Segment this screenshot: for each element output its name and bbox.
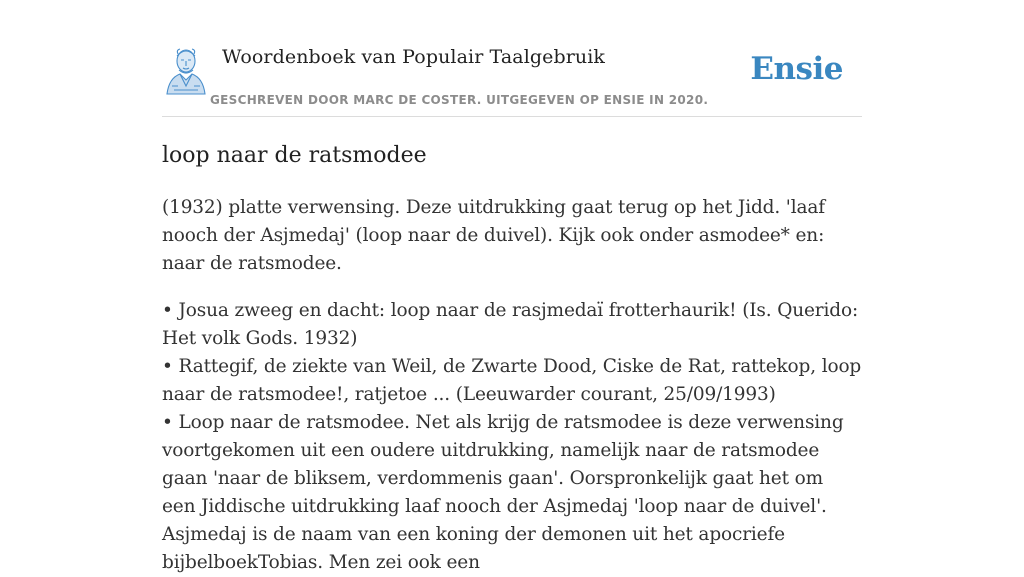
quote-item: • Loop naar de ratsmodee. Net als krijg de ratsmodee is deze verwensing voortgekomen uit een oudere uitdrukking, namelijk naar de ratsmodee gaan 'naar de bliksem, verdommenis gaan'. Oorspronkelijk gaat het om een Jiddische uitdrukking laaf nooch der Asjmedaj 'loop naar de duivel'. Asjmedaj is de naam van een koning der demonen uit het apocriefe bijbelboekTobias. Men zei ook een: [162, 412, 844, 573]
ensie-logo[interactable]: Ensie: [750, 51, 843, 87]
entry-definition: (1932) platte verwensing. Deze uitdrukking gaat terug op het Jidd. 'laaf nooch der Asjmedaj' (loop naar de duivel). Kijk ook onder asmodee* en: naar de ratsmodee.: [162, 197, 825, 274]
author-portrait-icon[interactable]: [164, 46, 208, 96]
quote-item: • Josua zweeg en dacht: loop naar de rasjmedaï frotterhaurik! (Is. Querido: Het volk Gods. 1932): [162, 300, 859, 349]
dictionary-header: [162, 40, 862, 117]
quote-item: • Rattegif, de ziekte van Weil, de Zwarte Dood, Ciske de Rat, rattekop, loop naar de ratsmodee!, ratjetoe ... (Leeuwarder courant, 25/09/1993): [162, 356, 862, 405]
content-container: [162, 40, 862, 577]
entry-title: loop naar de ratsmodee: [162, 143, 427, 168]
entry-quotes: [162, 278, 862, 577]
book-author-info: GESCHREVEN DOOR MARC DE COSTER. UITGEGEVEN OP ENSIE IN 2020.: [210, 93, 709, 107]
book-title[interactable]: Woordenboek van Populair Taalgebruik: [222, 46, 606, 68]
